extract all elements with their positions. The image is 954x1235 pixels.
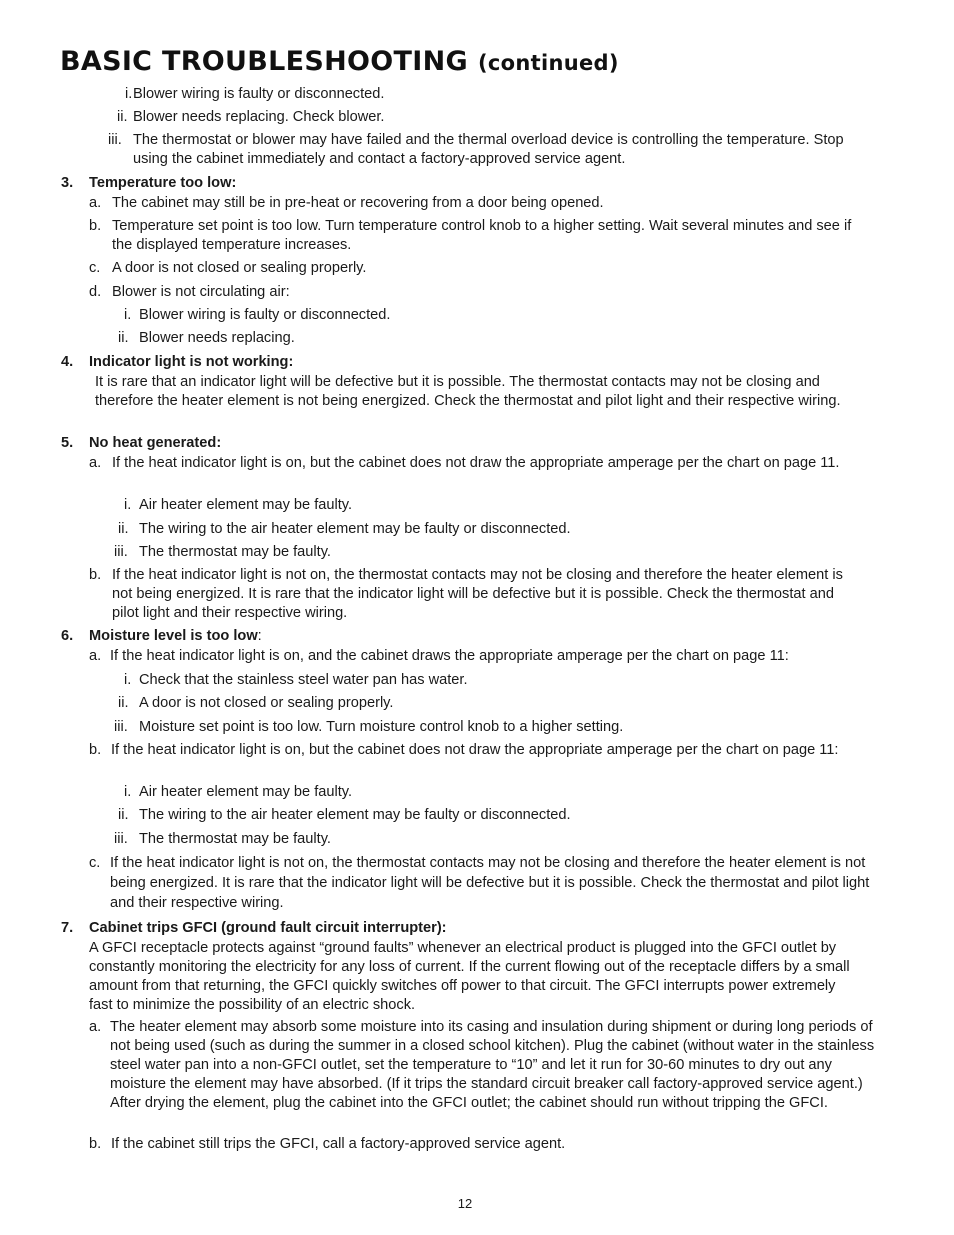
list-marker: a.	[89, 1019, 102, 1035]
paragraph-text: A GFCI receptacle protects against “ground faults” whenever an electrical product is plugged into the GFCI outlet by constantly monitoring the electricity for any loss of current. If the current flowing out of the receptacle differs by a small amount from that returning, the GFCI quickly switches off power to that circuit. The GFCI interrupts power extremely fast to minimize the possibility of an electric shock.	[89, 940, 850, 1013]
list-item	[0, 1018, 954, 1132]
list-marker: iii.	[114, 544, 128, 560]
list-text: A door is not closed or sealing properly.	[139, 695, 394, 711]
list-text: Moisture set point is too low. Turn moisture control knob to a higher setting.	[139, 719, 624, 735]
section-title-colon: :	[257, 628, 262, 644]
section-number: 4.	[61, 354, 74, 370]
section-title: Temperature too low:	[89, 175, 237, 191]
section-number: 6.	[61, 628, 74, 644]
list-marker: b.	[89, 742, 102, 758]
list-text: If the heat indicator light is not on, the thermostat contacts may not be closing and therefore the heater element is not being energized. It is rare that the indicator light will be defective but it is possible. Check the thermostat and pilot light and their respective wiring.	[110, 855, 870, 911]
page-title	[60, 44, 619, 77]
list-marker: i.	[124, 497, 132, 513]
list-item	[0, 783, 954, 802]
list-text: A door is not closed or sealing properly.	[112, 260, 367, 276]
list-marker: b.	[89, 218, 102, 234]
list-item	[0, 543, 954, 562]
section-title: No heat generated:	[89, 435, 222, 451]
list-item	[0, 853, 954, 913]
list-item	[0, 217, 954, 255]
list-text: Check that the stainless steel water pan has water.	[139, 672, 468, 688]
title-main: BASIC TROUBLESHOOTING	[60, 46, 468, 77]
list-marker: i.	[125, 86, 133, 102]
page-number: 12	[457, 1196, 473, 1211]
list-item	[0, 108, 954, 127]
list-item	[0, 1135, 954, 1154]
list-text: If the heat indicator light is not on, the thermostat contacts may not be closing and therefore the heater element is not being energized. It is rare that the indicator light will be defective but it is possible. Check the thermostat and pilot light and their respective wiring.	[112, 567, 843, 621]
list-marker: i.	[124, 307, 132, 323]
paragraph	[0, 373, 954, 430]
list-text: The thermostat may be faulty.	[139, 831, 331, 847]
list-item	[0, 306, 954, 325]
list-item	[0, 454, 954, 492]
section-number: 5.	[61, 435, 74, 451]
list-item	[0, 496, 954, 515]
list-text: The cabinet may still be in pre-heat or recovering from a door being opened.	[112, 195, 604, 211]
list-text: Blower needs replacing. Check blower.	[133, 109, 385, 125]
list-item	[0, 741, 954, 779]
list-text: The thermostat may be faulty.	[139, 544, 331, 560]
list-text: Blower wiring is faulty or disconnected.	[133, 86, 385, 102]
list-text: If the cabinet still trips the GFCI, call a factory-approved service agent.	[111, 1136, 566, 1152]
list-item	[0, 694, 954, 713]
list-marker: ii.	[118, 695, 129, 711]
list-text: The thermostat or blower may have failed and the thermal overload device is controlling the temperature. Stop using the cabinet immediately and contact a factory-approved service agent.	[133, 132, 844, 167]
section-title: Moisture level is too low	[89, 628, 258, 644]
list-item	[0, 566, 954, 623]
list-marker: b.	[89, 1136, 102, 1152]
list-marker: i.	[124, 672, 132, 688]
section-heading	[0, 353, 954, 372]
list-marker: ii.	[118, 521, 129, 537]
list-marker: ii.	[117, 109, 128, 125]
list-item	[0, 718, 954, 737]
list-text: Air heater element may be faulty.	[139, 784, 353, 800]
list-marker: c.	[89, 260, 101, 276]
section-heading	[0, 919, 954, 938]
list-marker: a.	[89, 195, 102, 211]
list-item	[0, 806, 954, 825]
list-text: If the heat indicator light is on, but the cabinet does not draw the appropriate amperage per the chart on page 11.	[112, 455, 840, 471]
list-item	[0, 85, 954, 104]
list-text: Blower wiring is faulty or disconnected.	[139, 307, 391, 323]
section-title: Cabinet trips GFCI (ground fault circuit interrupter):	[89, 920, 447, 936]
section-heading	[0, 627, 954, 646]
list-marker: iii.	[108, 132, 122, 148]
list-marker: a.	[89, 648, 102, 664]
list-item	[0, 131, 954, 169]
list-marker: d.	[89, 284, 102, 300]
section-heading	[0, 174, 954, 193]
list-item	[0, 259, 954, 278]
list-item	[0, 194, 954, 213]
section-title: Indicator light is not working:	[89, 354, 294, 370]
list-marker: c.	[89, 855, 101, 871]
list-text: The heater element may absorb some moisture into its casing and insulation during shipment or during long periods of not being used (such as during the summer in a closed school kitchen). Plug the cabinet (without water in the stainless steel water pan into a non-GFCI outlet, set the temperature to “10” and let it run for 30-60 minutes to dry out any moisture the element may have absorbed. (If it trips the standard circuit breaker call factory-approved service agent.) After drying the element, plug the cabinet into the GFCI outlet; the cabinet should run without tripping the GFCI.	[110, 1019, 875, 1111]
list-marker: b.	[89, 567, 102, 583]
list-marker: ii.	[118, 330, 129, 346]
list-text: The wiring to the air heater element may be faulty or disconnected.	[139, 807, 571, 823]
list-item	[0, 647, 954, 666]
list-text: Temperature set point is too low. Turn temperature control knob to a higher setting. Wait several minutes and see if the displayed temperature increases.	[112, 218, 852, 253]
section-number: 3.	[61, 175, 74, 191]
title-suffix: (continued)	[478, 51, 619, 75]
paragraph-text: It is rare that an indicator light will be defective but it is possible. The thermostat contacts may not be closing and therefore the heater element is not being energized. Check the thermostat and pilot light and their respective wiring.	[95, 374, 841, 409]
section-number: 7.	[61, 920, 74, 936]
paragraph	[0, 939, 954, 1015]
list-text: If the heat indicator light is on, but the cabinet does not draw the appropriate amperage per the chart on page 11:	[111, 742, 839, 758]
list-marker: i.	[124, 784, 132, 800]
list-marker: a.	[89, 455, 102, 471]
list-marker: iii.	[114, 719, 128, 735]
list-item	[0, 329, 954, 348]
list-text: Blower needs replacing.	[139, 330, 295, 346]
section-heading	[0, 434, 954, 453]
list-item	[0, 671, 954, 690]
list-text: If the heat indicator light is on, and the cabinet draws the appropriate amperage per the chart on page 11:	[110, 648, 789, 664]
list-item	[0, 520, 954, 539]
list-marker: iii.	[114, 831, 128, 847]
list-marker: ii.	[118, 807, 129, 823]
list-item	[0, 283, 954, 302]
list-text: Blower is not circulating air:	[112, 284, 290, 300]
list-text: Air heater element may be faulty.	[139, 497, 353, 513]
list-item	[0, 830, 954, 849]
list-text: The wiring to the air heater element may be faulty or disconnected.	[139, 521, 571, 537]
